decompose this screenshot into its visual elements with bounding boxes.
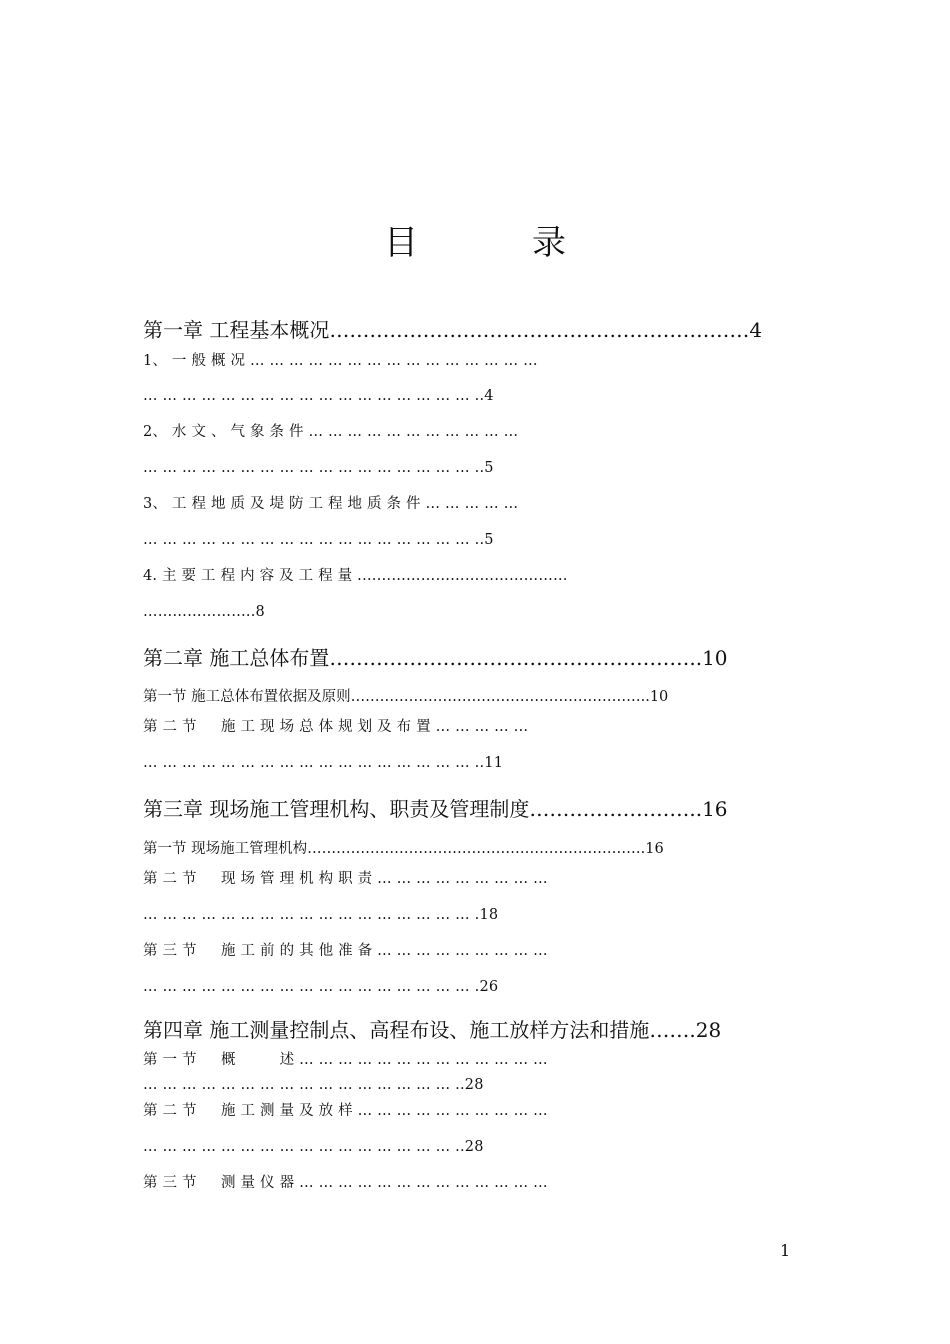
toc-entry-overview[interactable]: 第 一 节 概 述 … … … … … … … … … … … … … bbox=[143, 1052, 548, 1068]
toc-entry-site-planning-cont[interactable]: … … … … … … … … … … … … … … … … … ..11 bbox=[143, 755, 504, 771]
toc-entry-quantities[interactable]: 4. 主 要 工 程 内 容 及 工 程 量 .…………………………………… bbox=[143, 568, 568, 584]
toc-chapter-4[interactable]: 第四章 施工测量控制点、高程布设、施工放样方法和措施…….28 bbox=[143, 1018, 722, 1042]
toc-entry-preparation[interactable]: 第 三 节 施 工 前 的 其 他 准 备 … … … … … … … … … bbox=[143, 943, 548, 959]
toc-entry-survey[interactable]: 第 二 节 施 工 测 量 及 放 样 … … … … … … … … … … bbox=[143, 1103, 548, 1119]
toc-entry-hydrology-cont[interactable]: … … … … … … … … … … … … … … … … … ..5 bbox=[143, 460, 494, 476]
toc-entry-hydrology[interactable]: 2、 水 文 、 气 象 条 件 … … … … … … … … … … … bbox=[143, 424, 519, 440]
toc-entry-geology-cont[interactable]: … … … … … … … … … … … … … … … … … ..5 bbox=[143, 532, 494, 548]
toc-entry-instruments[interactable]: 第 三 节 测 量 仪 器 … … … … … … … … … … … … … bbox=[143, 1175, 548, 1191]
toc-entry-geology[interactable]: 3、 工 程 地 质 及 堤 防 工 程 地 质 条 件 … … … … … bbox=[143, 496, 519, 512]
toc-chapter-1[interactable]: 第一章 工程基本概况………………………………………………………4 bbox=[143, 318, 763, 342]
toc-entry-layout-basis[interactable]: 第一节 施工总体布置依据及原则……………………………………………………..10 bbox=[143, 689, 669, 705]
toc-entry-overview-cont[interactable]: … … … … … … … … … … … … … … … … ..28 bbox=[143, 1077, 484, 1093]
toc-entry-responsibilities[interactable]: 第 二 节 现 场 管 理 机 构 职 责 … … … … … … … … … bbox=[143, 871, 548, 887]
toc-entry-survey-cont[interactable]: … … … … … … … … … … … … … … … … ..28 bbox=[143, 1139, 484, 1155]
toc-entry-general[interactable]: 1、 一 般 概 况 … … … … … … … … … … … … … … … bbox=[143, 353, 538, 369]
toc-entry-preparation-cont[interactable]: … … … … … … … … … … … … … … … … … .26 bbox=[143, 979, 499, 995]
toc-entry-management-org[interactable]: 第一节 现场施工管理机构…………………………………………………………….16 bbox=[143, 841, 664, 857]
page-number: 1 bbox=[780, 1241, 791, 1260]
toc-entry-general-cont[interactable]: … … … … … … … … … … … … … … … … … ..4 bbox=[143, 388, 494, 404]
toc-entry-responsibilities-cont[interactable]: … … … … … … … … … … … … … … … … … .18 bbox=[143, 907, 499, 923]
toc-chapter-2[interactable]: 第二章 施工总体布置………………………………………………..10 bbox=[143, 646, 728, 670]
toc-entry-quantities-cont[interactable]: …………………..8 bbox=[143, 604, 265, 620]
page-title: 目 录 bbox=[384, 223, 606, 263]
toc-chapter-3[interactable]: 第三章 现场施工管理机构、职责及管理制度……………………..16 bbox=[143, 797, 728, 821]
toc-entry-site-planning[interactable]: 第 二 节 施 工 现 场 总 体 规 划 及 布 置 … … … … … bbox=[143, 719, 529, 735]
